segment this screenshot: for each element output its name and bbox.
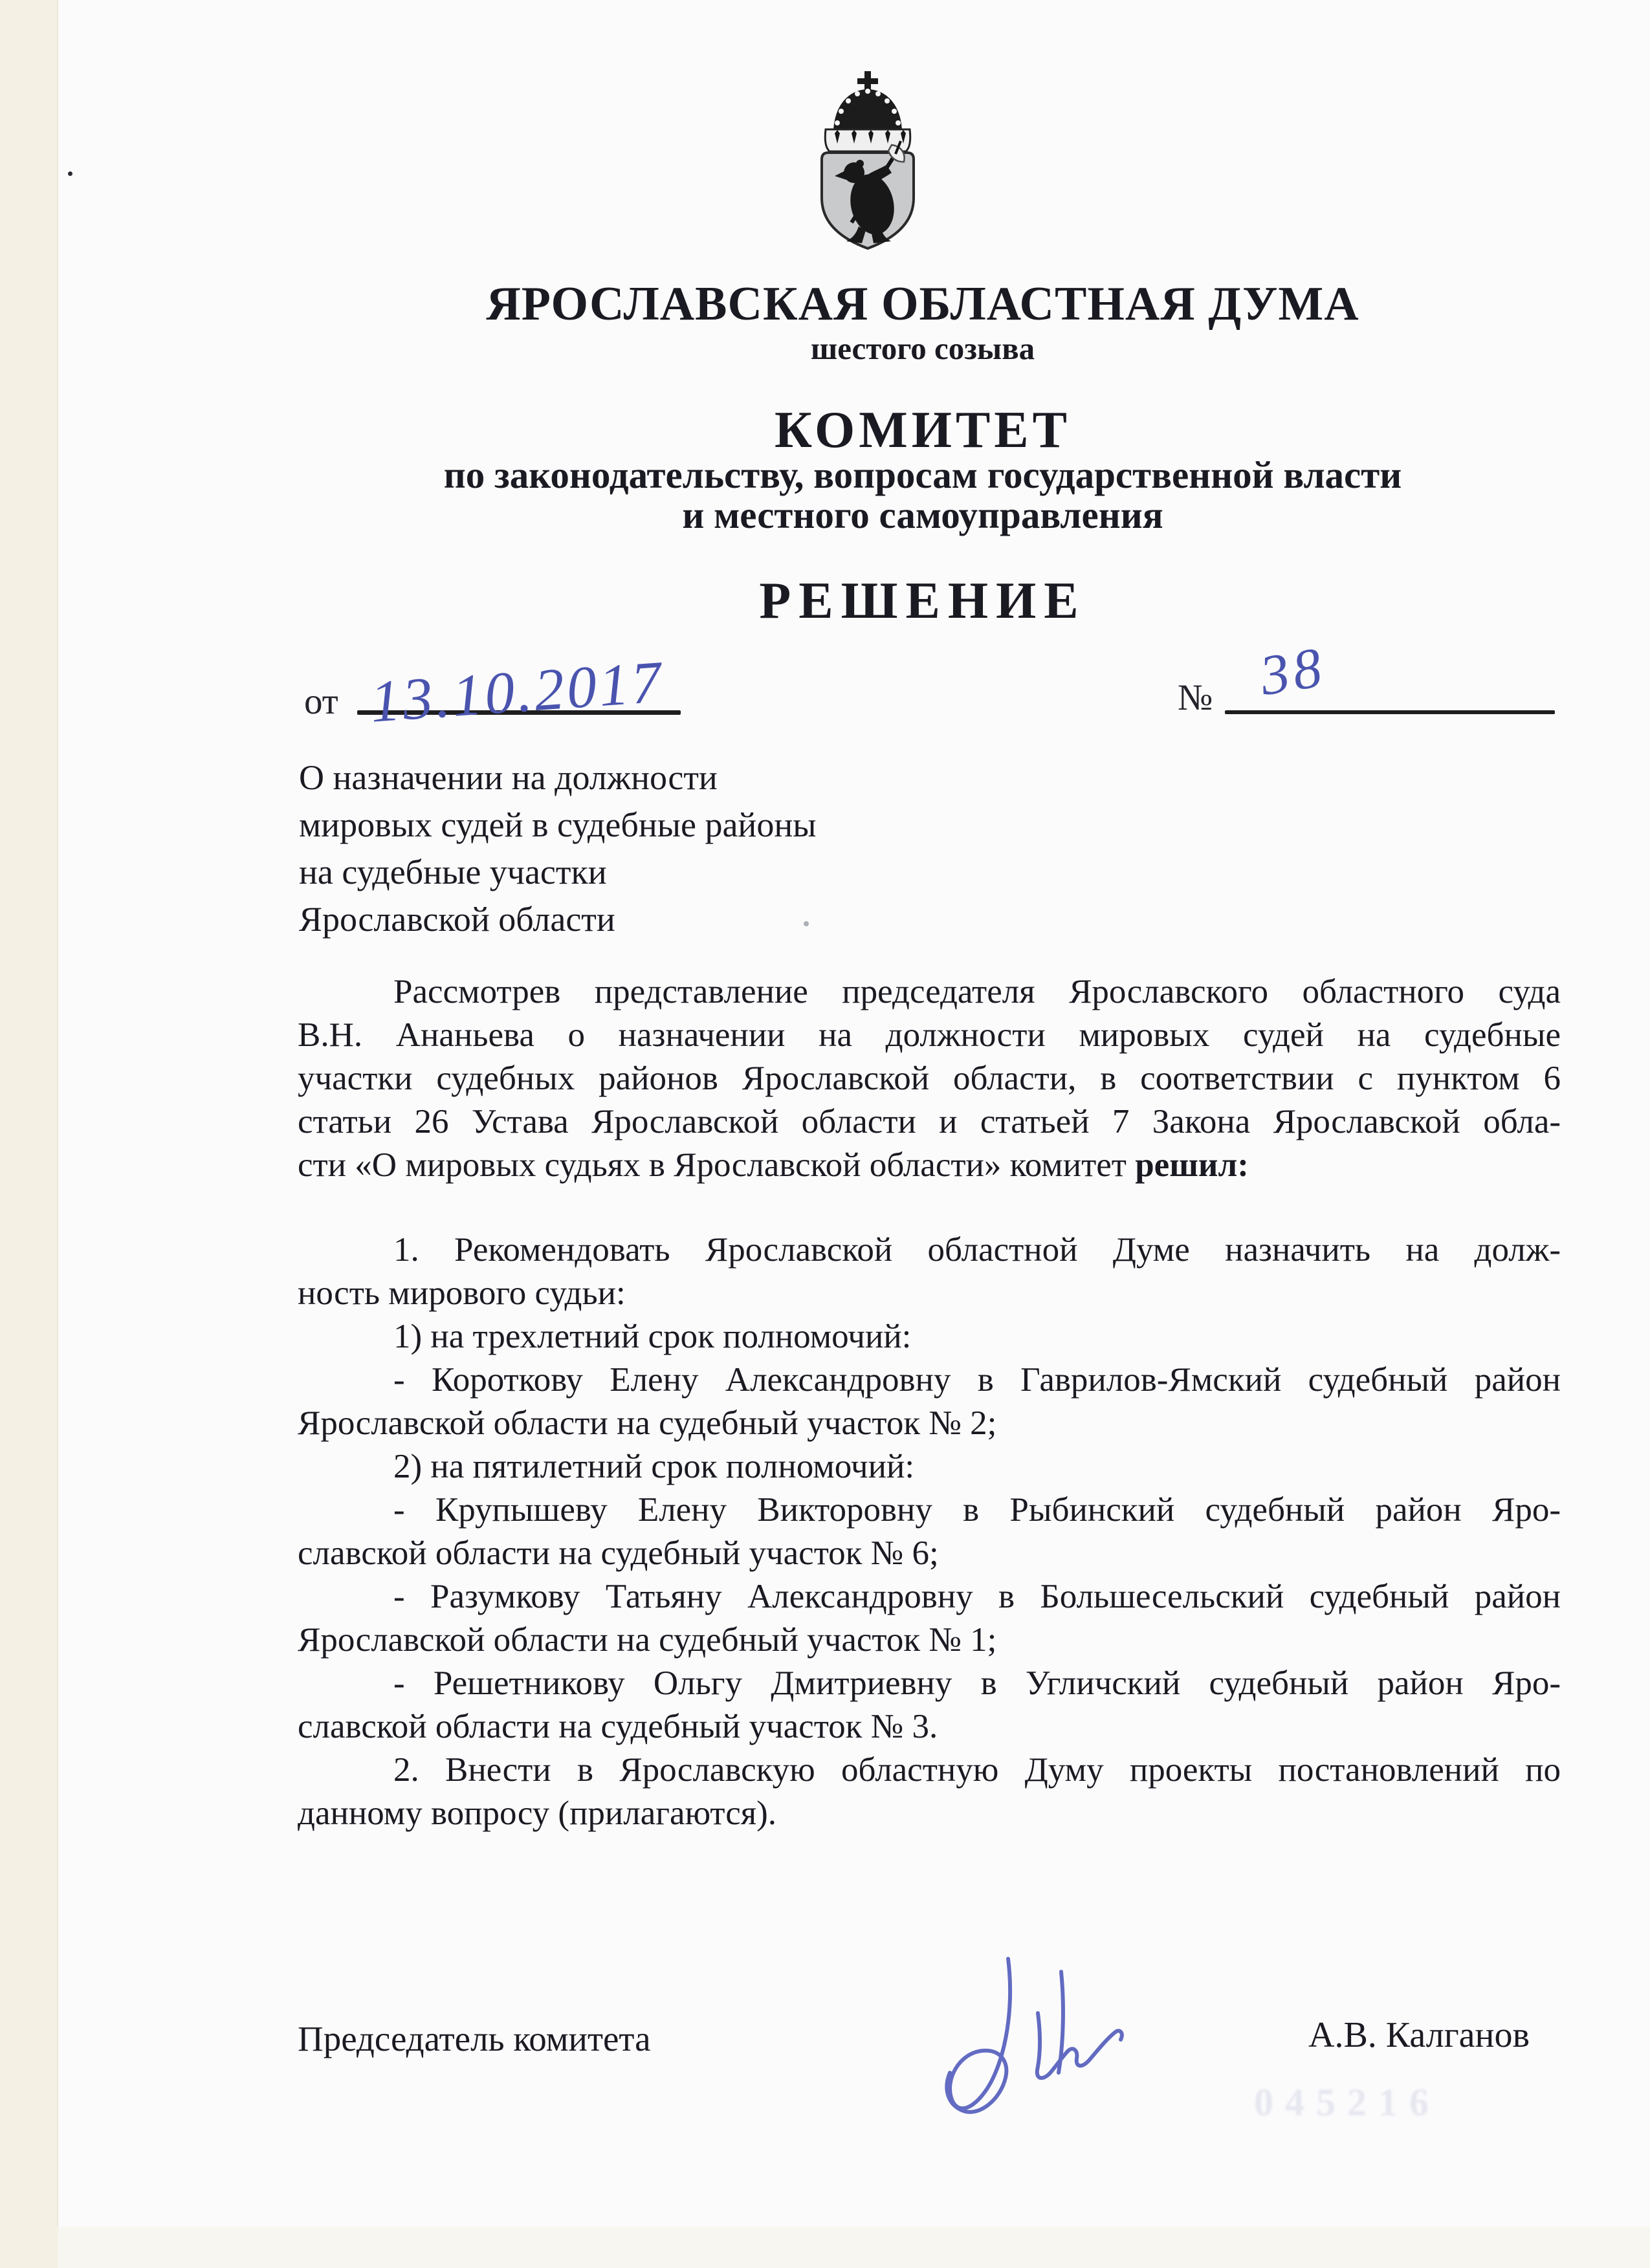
scanner-edge-strip: [0, 0, 58, 2268]
yaroslavl-coat-of-arms: [797, 69, 938, 254]
handwritten-signature: [898, 1941, 1150, 2130]
scan-bottom-band: [57, 2227, 1650, 2268]
convocation-subtitle: шестого созыва: [810, 331, 1035, 366]
body-line: славской области на судебный участок № 3.: [298, 1708, 938, 1745]
subject-line: мировых судей в судебные районы: [299, 805, 817, 844]
org-name-title: ЯРОСЛАВСКАЯ ОБЛАСТНАЯ ДУМА: [486, 278, 1359, 331]
crown-icon: [825, 89, 910, 151]
body-line: - Разумкову Татьяну Александровну в Большесельский судебный район: [393, 1578, 1561, 1615]
body-line-text: сти «О мировых судьях в Ярославской области» комитет: [298, 1146, 1136, 1184]
body-line: участки судебных районов Ярославской области, в соответствии с пунктом 6: [298, 1060, 1561, 1097]
body-line: Ярославской области на судебный участок № 1;: [298, 1621, 997, 1659]
body-line: 2. Внести в Ярославскую областную Думу проекты постановлений по: [393, 1751, 1561, 1789]
body-line: 1) на трехлетний срок полномочий:: [393, 1318, 912, 1355]
body-line: статьи 26 Устава Ярославской области и статьей 7 Закона Ярославской обла-: [298, 1103, 1561, 1140]
scan-speck: [68, 171, 72, 176]
body-line: - Крупышеву Елену Викторовну в Рыбинский судебный район Яро-: [393, 1491, 1561, 1529]
number-label: №: [1178, 677, 1213, 718]
signature-name: А.В. Калганов: [1308, 2015, 1530, 2055]
body-line: - Решетникову Ольгу Дмитриевну в Угличский судебный район Яро-: [393, 1664, 1561, 1702]
body-line: славской области на судебный участок № 6;: [298, 1534, 939, 1572]
body-line: ность мирового судьи:: [298, 1274, 626, 1312]
doc-type-title: РЕШЕНИЕ: [759, 572, 1086, 629]
subject-block: [299, 754, 817, 943]
body-line: 1. Рекомендовать Ярославской областной Думе назначить на долж-: [393, 1231, 1561, 1269]
subject-line: Ярославской области: [299, 900, 615, 939]
committee-title: КОМИТЕТ: [774, 402, 1072, 459]
body-line: Ярославской области на судебный участок № 2;: [298, 1404, 997, 1442]
number-underline: [1225, 710, 1555, 714]
body-line: 2) на пятилетний срок полномочий:: [393, 1448, 915, 1485]
body-line: Рассмотрев представление председателя Ярославского областного суда: [393, 973, 1561, 1010]
bleed-through-digits: 045216: [1254, 2081, 1440, 2124]
handwritten-date: 13.10.2017: [368, 648, 666, 735]
body-line: данному вопросу (прилагаются).: [298, 1794, 777, 1832]
committee-subtitle-line2: и местного самоуправления: [682, 494, 1163, 536]
body-line: - Короткову Елену Александровну в Гаврилов-Ямский судебный район: [393, 1361, 1561, 1399]
body-line: [298, 1144, 1561, 1187]
handwritten-number: 38: [1256, 635, 1330, 708]
date-label: от: [304, 681, 338, 722]
subject-line: О назначении на должности: [299, 758, 718, 797]
resolved-keyword: решил:: [1135, 1146, 1249, 1184]
signature-position-label: Председатель комитета: [298, 2019, 651, 2058]
subject-line: на судебные участки: [299, 853, 607, 891]
body-text: [298, 970, 1561, 1835]
committee-subtitle-line1: по законодательству, вопросам государственной власти: [443, 453, 1402, 496]
body-line: В.Н. Ананьева о назначении на должности мировых судей на судебные: [298, 1016, 1561, 1054]
